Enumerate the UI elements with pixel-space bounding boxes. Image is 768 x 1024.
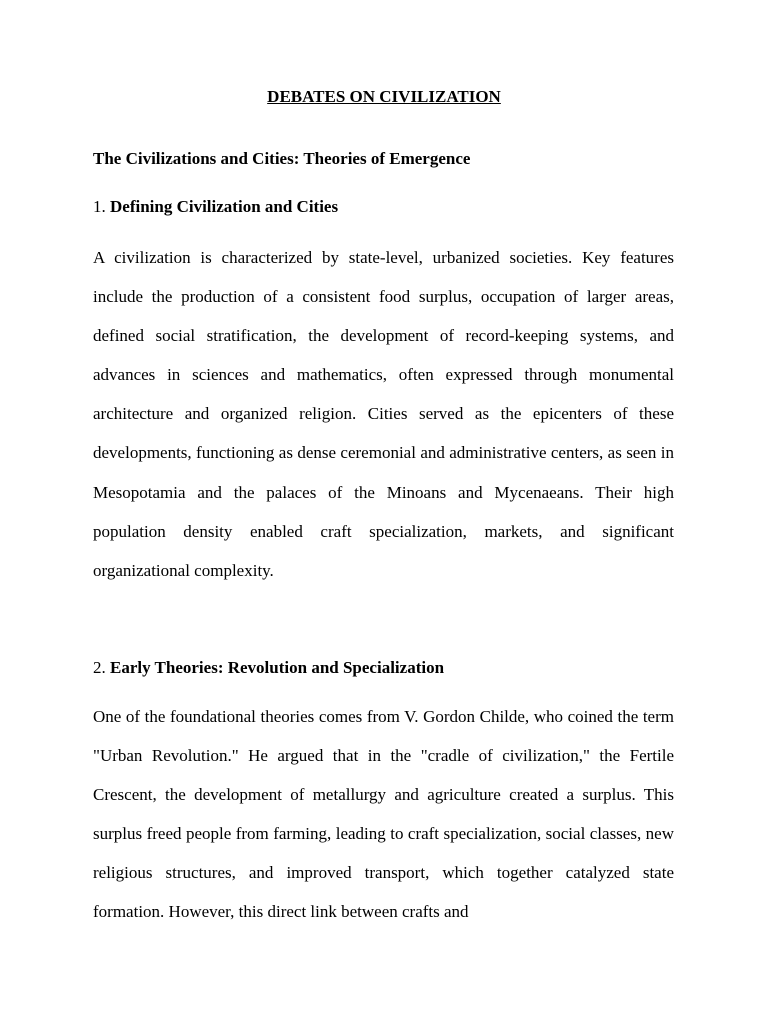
section-1-paragraph: A civilization is characterized by state-level, urbanized societies. Key features include the production of a consistent food surplus, occupation of larger areas, defined social stratification, the development of record-keeping systems, and advances in sciences and mathematics, often expressed through monumental architecture and organized religion. Cities served as the epicenters of these developments, functioning as dense ceremonial and administrative centers, as seen in Mesopotamia and the palaces of the Minoans and Mycenaeans. Their high population density enabled craft specialization, markets, and significant organizational complexity. [93, 248, 674, 580]
document-title: DEBATES ON CIVILIZATION [267, 87, 501, 106]
section-1-number: 1. [93, 197, 106, 216]
section-2-paragraph: One of the foundational theories comes from V. Gordon Childe, who coined the term "Urban Revolution." He argued that in the "cradle of civilization," the Fertile Crescent, the development of metallurgy and agriculture created a surplus. This surplus freed people from farming, leading to craft specialization, social classes, new religious structures, and improved transport, which together catalyzed state formation. However, this direct link between crafts and [93, 707, 674, 922]
section-1-heading-text: Defining Civilization and Cities [110, 197, 339, 216]
section-2-heading-text: Early Theories: Revolution and Specialization [110, 658, 445, 677]
document-subtitle: The Civilizations and Cities: Theories of Emergence [93, 149, 471, 168]
section-2-heading [93, 657, 683, 679]
section-2-number: 2. [93, 658, 106, 677]
section-1-heading [93, 196, 683, 218]
